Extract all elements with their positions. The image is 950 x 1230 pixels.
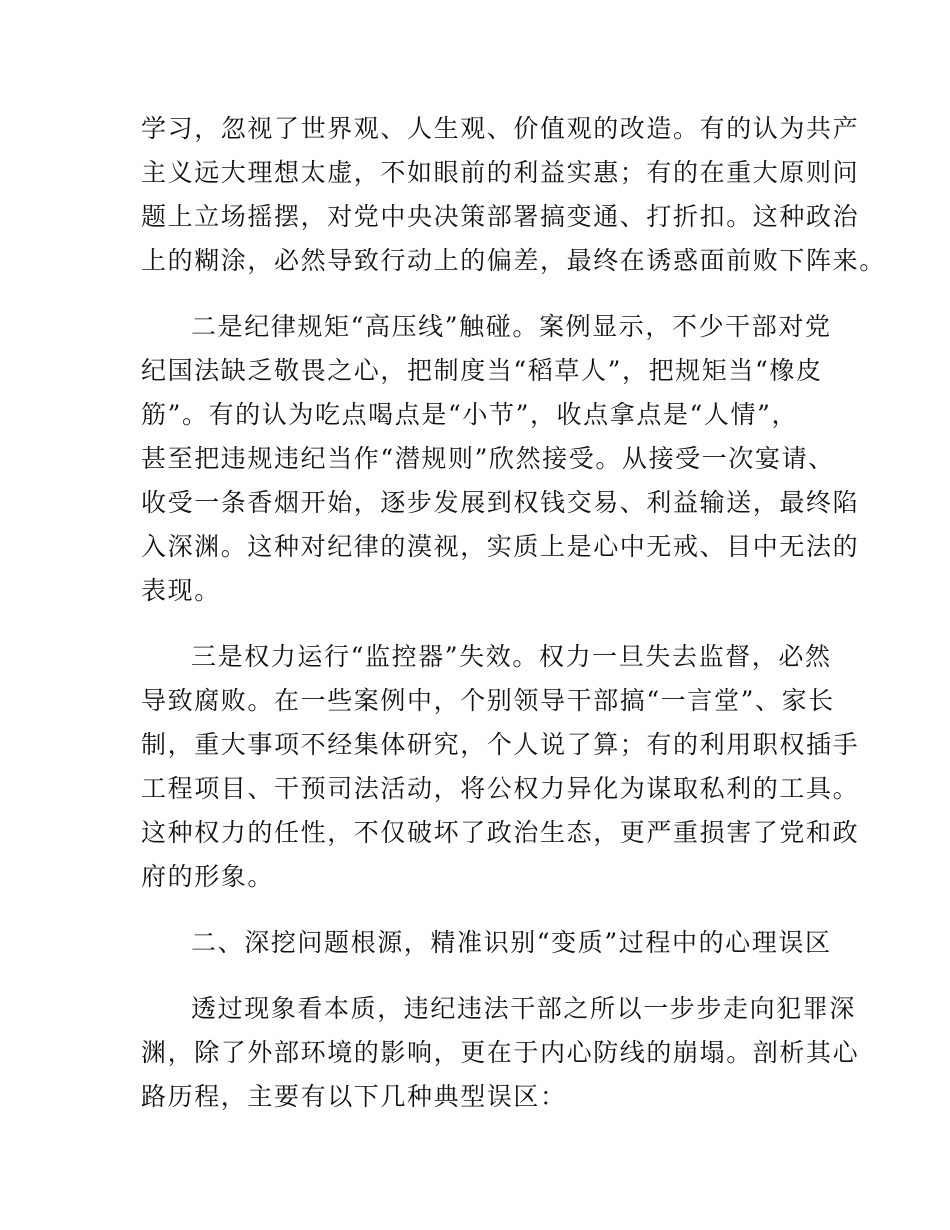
text-line: 路历程，主要有以下几种典型误区： xyxy=(141,1082,567,1111)
document-body xyxy=(141,107,886,1119)
text-line: 工程项目、干预司法活动，将公权力异化为谋取私利的工具。 xyxy=(141,774,860,803)
text-line: 主义远大理想太虚，不如眼前的利益实惠；有的在重大原则问 xyxy=(141,158,860,187)
text-line: 三是权力运行“监控器”失效。权力一旦失去监督，必然 xyxy=(191,642,832,671)
text-line: 二是纪律规矩“高压线”触碰。案例显示，不少干部对党 xyxy=(191,312,832,341)
text-line: 制，重大事项不经集体研究，个人说了算；有的利用职权插手 xyxy=(141,730,860,759)
text-line: 收受一条香烟开始，逐步发展到权钱交易、利益输送，最终陷 xyxy=(141,488,860,517)
text-line: 这种权力的任性，不仅破坏了政治生态，更严重损害了党和政 xyxy=(141,818,860,847)
text-line: 导致腐败。在一些案例中，个别领导干部搞“一言堂”、家长 xyxy=(141,686,835,715)
heading-text: 二、深挖问题根源，精准识别“变质”过程中的心理误区 xyxy=(191,928,832,957)
text-line: 渊，除了外部环境的影响，更在于内心防线的崩塌。剖析其心 xyxy=(141,1038,860,1067)
text-line: 纪国法缺乏敬畏之心，把制度当“稻草人”，把规矩当“橡皮 xyxy=(141,356,823,385)
text-line: 筋”。有的认为吃点喝点是“小节”，收点拿点是“人情”， xyxy=(141,400,799,429)
text-line: 甚至把违规违纪当作“潜规则”欣然接受。从接受一次宴请、 xyxy=(141,444,835,473)
text-line: 透过现象看本质，违纪违法干部之所以一步步走向犯罪深 xyxy=(191,994,857,1023)
text-line: 上的糊涂，必然导致行动上的偏差，最终在诱惑面前败下阵来。 xyxy=(141,246,886,275)
text-line: 府的形象。 xyxy=(141,862,275,891)
paragraph-root-causes xyxy=(141,987,860,1119)
section-heading xyxy=(141,921,832,965)
paragraph-power-supervision xyxy=(141,635,860,899)
text-line: 入深渊。这种对纪律的漠视，实质上是心中无戒、目中无法的 xyxy=(141,532,860,561)
text-line: 题上立场摇摆，对党中央决策部署搞变通、打折扣。这种政治 xyxy=(141,202,860,231)
paragraph-continuation xyxy=(141,107,886,283)
text-line: 表现。 xyxy=(141,576,221,605)
paragraph-discipline xyxy=(141,305,860,613)
text-line: 学习，忽视了世界观、人生观、价值观的改造。有的认为共产 xyxy=(141,114,860,143)
